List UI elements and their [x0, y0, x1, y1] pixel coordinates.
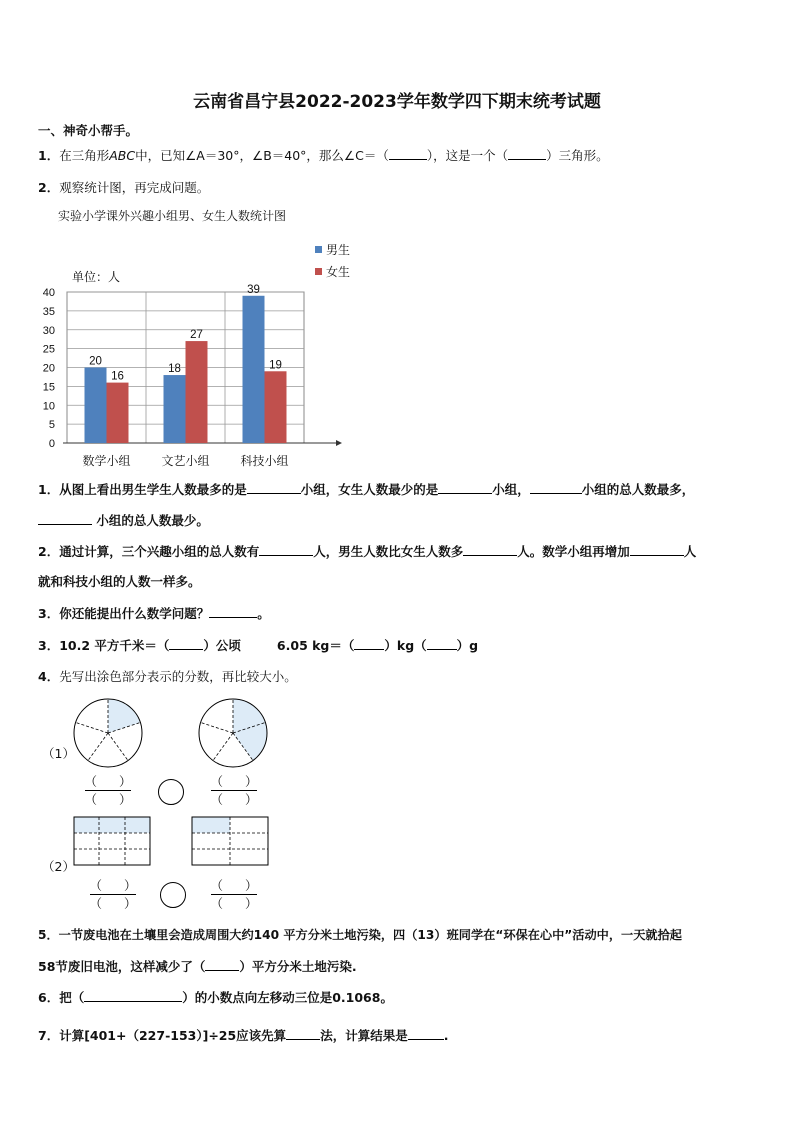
bar [243, 296, 265, 443]
q2-number: 2． [38, 180, 60, 195]
answer-blank[interactable] [205, 959, 239, 971]
spoke [88, 733, 108, 761]
y-tick-label: 5 [48, 419, 55, 432]
q2-sub1-text: 小组的总人数最多， [581, 482, 695, 497]
q2-text: 观察统计图，再完成问题。 [59, 180, 210, 195]
q2-sub2-text: 人 [683, 544, 697, 559]
q1-text: 在三角形 [59, 148, 110, 163]
q3-text: ）g [456, 638, 479, 653]
bar [164, 375, 186, 443]
fraction-rect-a [73, 816, 153, 868]
q2-sub2-text: 2．通过计算，三个兴趣小组的总人数有 [38, 544, 260, 559]
answer-blank[interactable] [508, 148, 546, 160]
category-label: 科技小组 [240, 454, 289, 468]
fraction-answer[interactable]: （ ） （ ） [84, 774, 132, 807]
answer-blank[interactable] [286, 1028, 320, 1040]
question-5 [38, 926, 682, 943]
y-tick-label: 0 [48, 438, 55, 450]
category-label: 文艺小组 [161, 454, 210, 468]
q7-text: 计算[401+（227-153）]÷25应该先算 [59, 1028, 287, 1043]
data-label: 16 [111, 370, 124, 383]
fraction-answer[interactable]: （ ） （ ） [89, 878, 137, 911]
q3-text: 10.2 平方千米＝（ [59, 638, 170, 653]
q1-text: 中，已知∠A＝30°，∠B＝40°，那么∠C＝（ [135, 148, 389, 163]
legend-label: 男生 [326, 243, 351, 257]
chart-title: 实验小学课外兴趣小组男、女生人数统计图 [58, 209, 287, 223]
q5-text: 一节废电池在土壤里会造成周围大约140 平方分米土地污染，四（13）班同学在“环保在心中”活动中，一天就拾起 [58, 928, 682, 942]
q4-label-1: （1） [42, 746, 75, 761]
chart-bars [85, 296, 287, 443]
q2-sub1-text: 小组， [492, 482, 530, 497]
q4-number: 4． [38, 669, 60, 684]
fraction-answer[interactable]: （ ） （ ） [210, 774, 258, 807]
q1-triangle-name: ABC [109, 148, 136, 163]
data-label: 39 [247, 283, 260, 296]
q3-text: 6.05 kg＝（ [276, 638, 355, 653]
q2-sub2-text: 人。数学小组再增加 [517, 544, 630, 559]
page-title: 云南省昌宁县2022-2023学年数学四下期末统考试题 [193, 92, 601, 112]
answer-blank[interactable] [438, 482, 492, 494]
question-1 [38, 146, 609, 164]
answer-blank[interactable] [354, 638, 384, 650]
q1-text: ），这是一个（ [426, 148, 509, 163]
question-6 [38, 988, 393, 1006]
bar [265, 371, 287, 443]
q7-text: . [443, 1028, 449, 1043]
legend-label: 女生 [326, 265, 351, 279]
answer-blank[interactable] [209, 606, 257, 618]
y-tick-label: 30 [42, 324, 55, 337]
fraction-rect-b [191, 816, 271, 868]
answer-blank[interactable] [169, 638, 203, 650]
q1-number: 1． [38, 148, 60, 163]
q6-number: 6． [38, 990, 60, 1005]
y-tick-label: 35 [42, 305, 55, 318]
question-5-line2 [38, 957, 357, 975]
answer-blank[interactable] [259, 544, 313, 556]
q2-sub3-text: 3．你还能提出什么数学问题？ [38, 606, 210, 621]
answer-blank[interactable] [427, 638, 457, 650]
answer-blank[interactable] [389, 148, 427, 160]
section-heading: 一、神奇小帮手。 [38, 123, 139, 138]
fraction-circle-a [72, 697, 144, 769]
data-label: 19 [269, 359, 282, 372]
question-3 [38, 636, 478, 654]
question-4 [38, 667, 297, 685]
data-label: 20 [89, 355, 102, 368]
q3-text: ）kg（ [384, 638, 427, 653]
data-label: 27 [190, 329, 203, 342]
q2-sub1-text: 1．从图上看出男生学生人数最多的是 [38, 482, 247, 497]
answer-blank[interactable] [38, 513, 92, 525]
q4-label-2: （2） [42, 859, 75, 874]
q2-sub2-text: 人，男生人数比女生人数多 [313, 544, 464, 559]
question-7 [38, 1026, 448, 1044]
answer-blank[interactable] [247, 482, 301, 494]
y-tick-label: 15 [42, 381, 55, 394]
category-label: 数学小组 [82, 454, 131, 468]
q2-sub1-text: 小组，女生人数最少的是 [300, 482, 439, 497]
q2-sub3-text: 。 [257, 606, 270, 621]
answer-blank[interactable] [463, 544, 517, 556]
q7-text: 法，计算结果是 [320, 1028, 408, 1043]
q4-text: 先写出涂色部分表示的分数，再比较大小。 [59, 669, 297, 684]
q3-number: 3． [38, 638, 60, 653]
data-label: 18 [168, 363, 181, 376]
y-tick-label: 40 [42, 287, 55, 299]
q2-sub1-line2 [38, 511, 209, 529]
y-tick-label: 10 [42, 400, 55, 413]
bar [107, 383, 129, 443]
q6-text: ）的小数点向左移动三位是0.1068。 [182, 990, 393, 1005]
answer-blank[interactable] [530, 482, 582, 494]
q1-text: ）三角形。 [546, 148, 609, 163]
spoke [201, 722, 233, 733]
y-tick-label: 25 [42, 343, 55, 356]
q5-text: 58节废旧电池，这样减少了（ [38, 959, 206, 974]
legend-swatch [315, 268, 322, 275]
q2-sub3 [38, 604, 270, 622]
question-2 [38, 178, 209, 196]
bar-chart [32, 238, 352, 468]
answer-blank[interactable] [84, 990, 182, 1002]
q5-text: ）平方分米土地污染. [239, 959, 357, 974]
q7-number: 7． [38, 1028, 60, 1043]
q2-sub1-text: 小组的总人数最少。 [96, 513, 209, 528]
y-tick-label: 20 [42, 362, 55, 375]
fraction-circle-b [197, 697, 269, 769]
q2-sub2 [38, 542, 696, 560]
spoke [108, 733, 128, 761]
legend-swatch [315, 246, 322, 253]
compare-circle[interactable] [160, 882, 186, 908]
q5-number: 5． [38, 928, 59, 942]
q2-sub2-line2: 就和科技小组的人数一样多。 [38, 574, 201, 589]
spoke [213, 733, 233, 761]
answer-blank[interactable] [408, 1028, 444, 1040]
q6-text: 把（ [59, 990, 85, 1005]
q2-sub1 [38, 480, 694, 498]
spoke [76, 722, 108, 733]
unit-label: 单位：人 [72, 270, 121, 284]
fraction-answer[interactable]: （ ） （ ） [210, 878, 258, 911]
bar [85, 368, 107, 444]
q3-text: ）公顷 [203, 638, 241, 653]
compare-circle[interactable] [158, 779, 184, 805]
answer-blank[interactable] [630, 544, 684, 556]
bar [186, 341, 208, 443]
x-axis-arrow [336, 440, 342, 446]
